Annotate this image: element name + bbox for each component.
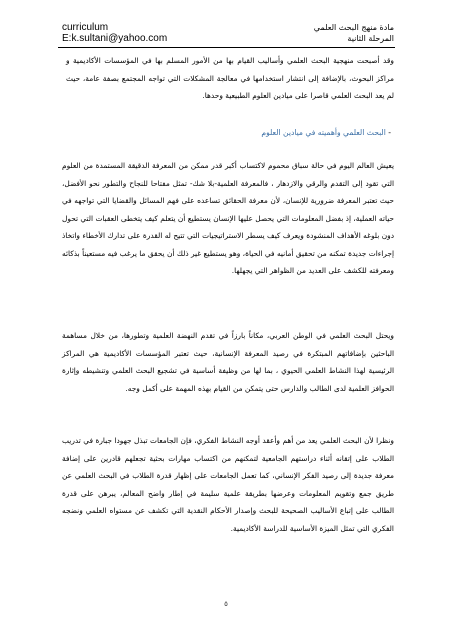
intro-paragraph: وقد أصبحت منهجية البحث العلمي وأساليب القيام بها من الأمور المسلم بها في المؤسسات الأكاديمية و مراكز البحوث، بالإضافة إلى انتشار استخدامها في معالجة المشكلات التي تواجه المجتمع بصفة عامة، حيث لم يعد البحث العلمي قاصرا على ميادين العلوم الطبيعية وحدها. xyxy=(66,56,394,100)
body-paragraph-2: ويحتل البحث العلمي في الوطن العربي، مكاناً بارزاً في تقدم النهضة العلمية وتطورها، من خلال مساهمة الباحثين بإضافاتهم المبتكرة في رصيد المعرفة الإنسانية، حيث تعتبر المؤسسات الأكاديمية هي المراكز الرئيسية لهذا النشاط العلمي الحيوي ، بما لها من وظيفة أساسية في تشجيع البحث العلمي وتنشيطه وإثارة الحوافز العلمية لدى الطالب والدارس حتى يتمكن من القيام بهذه المهمة على أكمل وجه. xyxy=(62,331,394,393)
header-right xyxy=(314,22,394,44)
body-paragraph-3: ونظرا لأن البحث العلمي يعد من أهم وأعقد أوجه النشاط الفكري، فإن الجامعات تبذل جهودا جبارة في تدريب الطلاب على إتقانه أثناء دراستهم الجامعية لتمكنهم من اكتساب مهارات بحثية تجعلهم قادرين على إضافة معرفة جديدة إلى رصيد الفكر الإنساني، كما تعمل الجامعات على إظهار قدرة الطلاب في البحث العلمي عن طريق جمع وتقويم المعلومات وعرضها بطريقة علمية سليمة في إطار واضح المعالم، يبرهن على قدرة الطالب على إتباع الأساليب الصحيحة للبحث وإصدار الأحكام النقدية التي تكشف عن مستواه العلمي ونضجه الفكري التي تمثل الميزة الأساسية للدراسة الأكاديمية. xyxy=(62,436,394,533)
header-title: curriculum xyxy=(62,22,109,33)
heading-dash: - xyxy=(388,128,391,137)
heading-text: البحث العلمي وأهميته في ميادين العلوم xyxy=(261,128,386,137)
section-heading xyxy=(261,128,391,137)
header-left xyxy=(62,22,167,44)
header-email: E:k.sultani@yahoo.com xyxy=(62,33,168,44)
body-paragraph-1: يعيش العالم اليوم في حالة سباق محموم لاكتساب أكبر قدر ممكن من المعرفة الدقيقة المستمدة من العلوم التي تقود إلى التقدم والرقي والازدهار ، فالمعرفة العلمية-بلا شك- تمثل مفتاحا للنجاح والتطور نحو الأفضل، حيث تعتبر المعرفة ضرورية للإنسان، لأن معرفة الحقائق تساعده على فهم المسائل والقضايا التي تواجهه في حياته العملية، إذ بفضل المعلومات التي يحصل عليها الإنسان يستطيع أن يتعلم كيف يتخطى العقبات التي تحول دون بلوغه الأهداف المنشودة ويعرف كيف يسطر الاستراتيجيات التي تتيح له القدرة على تدارك الأخطاء واتخاذ إجراءات جديدة تمكنه من تحقيق أمانيه في الحياة، وهو يستطيع غير ذلك أن يحقق ما يرغب فيه مستعيناً بذكائه ومعرفته للكشف على العديد من الظواهر التي يجهلها. xyxy=(62,161,394,275)
header-divider xyxy=(58,47,395,48)
header-subject: مادة منهج البحث العلمي xyxy=(313,23,394,32)
page-number: ٥ xyxy=(224,600,228,608)
header-stage: المرحلة الثانية xyxy=(347,34,394,43)
